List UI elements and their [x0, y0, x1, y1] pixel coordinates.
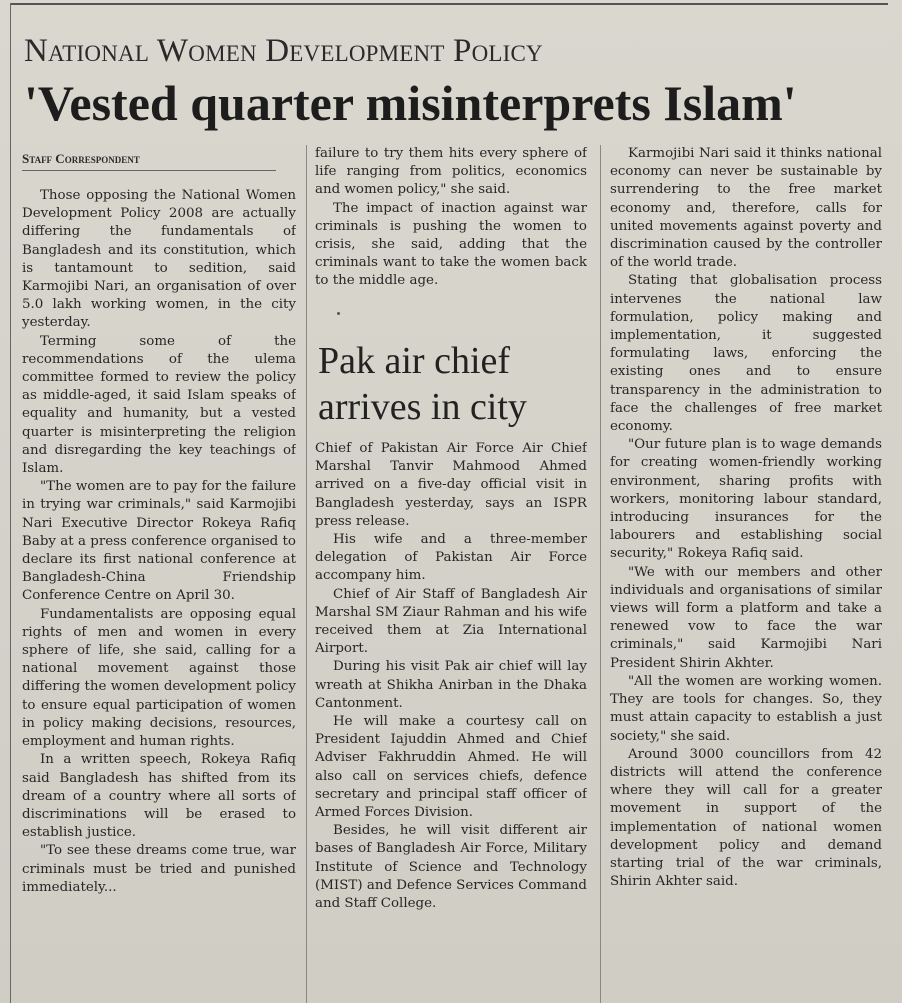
- column-divider: [306, 145, 307, 1003]
- second-article-paragraph: Chief of Pakistan Air Force Air Chief Marshal Tanvir Mahmood Ahmed arrived on a five-day official visit in Bangladesh yesterday, says an ISPR press release.: [315, 441, 587, 529]
- article-column-1: [22, 187, 296, 999]
- article-paragraph: "The women are to pay for the failure in trying war criminals," said Karmojibi Nari Executive Director Rokeya Rafiq Baby at a press conference organised to declare its first national conference at Bangladesh-China Friendship Conference Centre on April 30.: [22, 479, 296, 604]
- second-article-paragraph: During his visit Pak air chief will lay wreath at Shikha Anirban in the Dhaka Cantonment.: [315, 659, 587, 711]
- second-article-body: [315, 440, 587, 1000]
- article-paragraph: In a written speech, Rokeya Rafiq said Bangladesh has shifted from its dream of a country where all sorts of discriminations will be erased to establish justice.: [22, 752, 296, 841]
- second-article-paragraph: He will make a courtesy call on President Iajuddin Ahmed and Chief Adviser Fakhruddin Ahmed. He will also call on services chiefs, defence secretary and principal staff officer of Armed Forces Division.: [315, 714, 587, 821]
- second-article-headline: Pak air chief arrives in city: [318, 340, 527, 428]
- left-rule: [10, 3, 11, 1003]
- article-paragraph: "Our future plan is to wage demands for creating women-friendly working environment, sharing profits with workers, monitoring labour standard, introducing insurances for the labourers and establishing social security," Rokeya Rafiq said.: [610, 437, 882, 562]
- article-paragraph: Karmojibi Nari said it thinks national economy can never be sustainable by surrendering to the free market economy and, therefore, calls for united movements against poverty and discrimination caused by the controller of the world trade.: [610, 146, 882, 271]
- second-article-paragraph: Chief of Air Staff of Bangladesh Air Marshal SM Ziaur Rahman and his wife received them at Zia International Airport.: [315, 586, 587, 657]
- article-kicker: National Women Development Policy: [24, 33, 543, 69]
- article-paragraph: The impact of inaction against war criminals is pushing the women to crisis, she said, adding that the criminals want to take the women back to the middle age.: [315, 200, 587, 289]
- article-byline: Staff Correspondent: [22, 150, 276, 171]
- second-article-paragraph: His wife and a three-member delegation of Pakistan Air Force accompany him.: [315, 532, 587, 584]
- article-paragraph: Terming some of the recommendations of the ulema committee formed to review the policy as middle-aged, it said Islam speaks of equality and humanity, but a vested quarter is misinterpreting the religion and disregarding the key teachings of Islam.: [22, 333, 296, 477]
- print-speck: [337, 312, 340, 315]
- article-column-2: [315, 145, 587, 340]
- article-paragraph: Stating that globalisation process intervenes the national law formulation, policy making and implementation, it suggested formulating laws, enforcing the existing ones and to ensure transparency in the administration to face the challenges of free market economy.: [610, 273, 882, 435]
- article-paragraph: "We with our members and other individuals and organisations of similar views will form a platform and take a renewed vow to face the war criminals," said Karmojibi Nari President Shirin Akhter.: [610, 564, 882, 671]
- article-headline: 'Vested quarter misinterprets Islam': [24, 75, 797, 131]
- column-divider: [600, 145, 601, 1003]
- article-paragraph: Those opposing the National Women Development Policy 2008 are actually differing the fundamentals of Bangladesh and its constitution, which is tantamount to sedition, said Karmojibi Nari, an organisation of over 5.0 lakh working women, in the city yesterday.: [22, 188, 296, 331]
- article-paragraph: failure to try them hits every sphere of life ranging from politics, economics and women policy," she said.: [315, 146, 587, 198]
- article-paragraph: Fundamentalists are opposing equal rights of men and women in every sphere of life, she said, calling for a national movement against those differing the women development policy to ensure equal participation of women in policy making decisions, resources, employment and human rights.: [22, 606, 296, 750]
- article-column-3: [610, 145, 882, 995]
- top-rule: [10, 3, 888, 5]
- second-article-paragraph: Besides, he will visit different air bases of Bangladesh Air Force, Military Institute of Science and Technology (MIST) and Defence Services Command and Staff College.: [315, 823, 587, 912]
- article-paragraph: "All the women are working women. They are tools for changes. So, they must attain capacity to establish a just society," she said.: [610, 673, 882, 744]
- article-paragraph: "To see these dreams come true, war criminals must be tried and punished immediately...: [22, 843, 296, 895]
- article-paragraph: Around 3000 councillors from 42 districts will attend the conference where they will call for a greater movement in support of the implementation of national women development policy and demand starting trial of the war criminals, Shirin Akhter said.: [610, 746, 882, 890]
